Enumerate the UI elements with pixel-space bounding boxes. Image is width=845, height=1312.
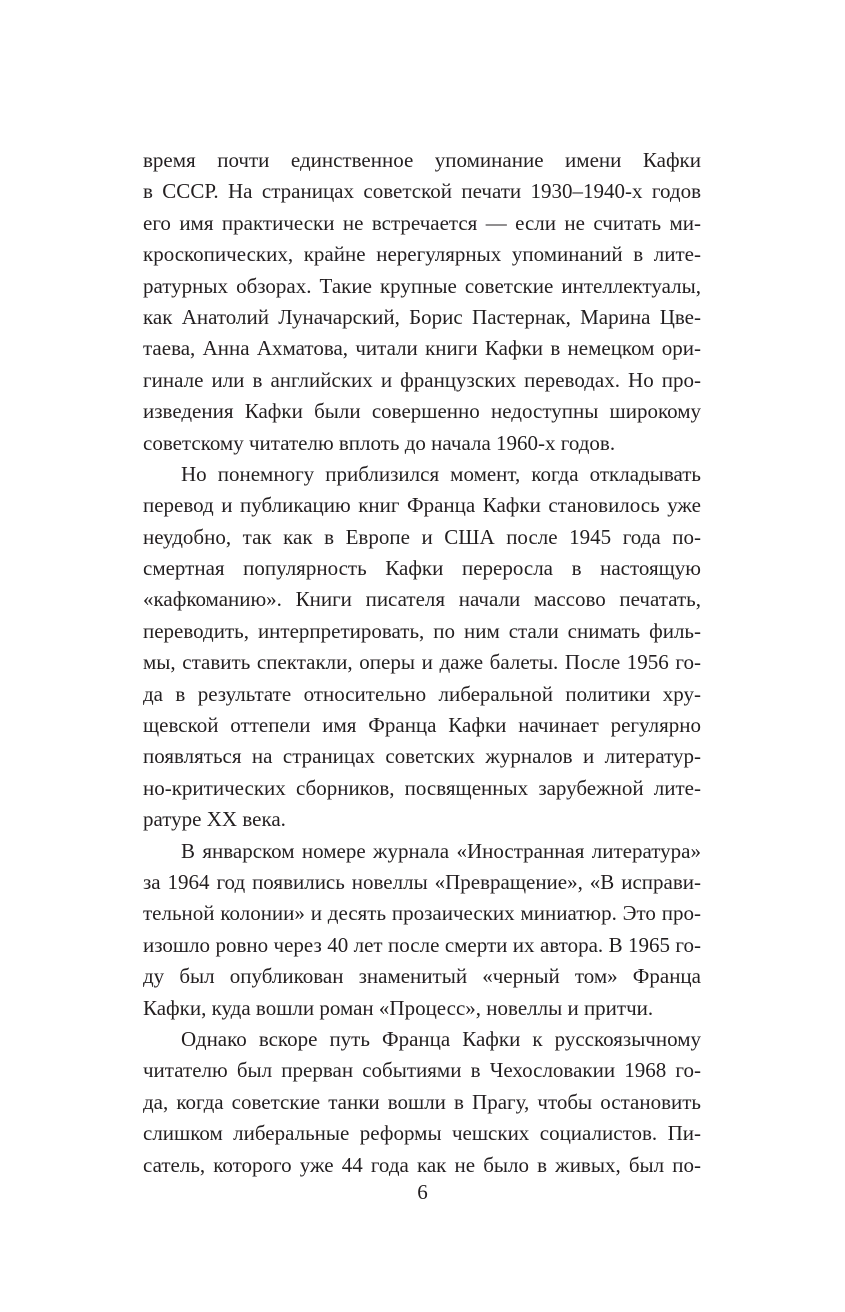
text-line: Однако вскоре путь Франца Кафки к русскоязычному — [181, 1026, 701, 1051]
text-line: изошло ровно через 40 лет после смерти их автора. В 1965 го- — [143, 932, 701, 957]
body-text — [143, 145, 701, 1181]
text-line: щевской оттепели имя Франца Кафки начинает регулярно — [143, 713, 701, 738]
text-line: слишком либеральные реформы чешских социалистов. Пи- — [143, 1121, 701, 1146]
text-line: в СССР. На страницах советской печати 1930–1940-х годов — [143, 179, 701, 204]
text-line: читателю был прерван событиями в Чехословакии 1968 го- — [143, 1058, 701, 1083]
text-line: изведения Кафки были совершенно недоступны широкому — [143, 399, 701, 424]
text-line: но-критических сборников, посвященных зарубежной лите- — [143, 775, 701, 800]
paragraph — [143, 145, 701, 459]
text-line: смертная популярность Кафки переросла в настоящую — [143, 556, 701, 581]
text-line: ратурных обзорах. Такие крупные советские интеллектуалы, — [143, 273, 701, 298]
text-line: таева, Анна Ахматова, читали книги Кафки в немецком ори- — [143, 336, 701, 361]
paragraph — [143, 1024, 701, 1181]
text-line: Кафки, куда вошли роман «Процесс», новеллы и притчи. — [143, 995, 654, 1020]
page-number: 6 — [417, 1180, 428, 1204]
text-line: В январском номере журнала «Иностранная литература» — [181, 838, 701, 863]
text-line: за 1964 год появились новеллы «Превращение», «В исправи- — [143, 869, 701, 894]
text-line: появляться на страницах советских журналов и литератур- — [143, 744, 701, 769]
paragraph — [143, 459, 701, 836]
text-line: кроскопических, крайне нерегулярных упоминаний в лите- — [143, 242, 701, 267]
text-line: неудобно, так как в Европе и США после 1945 года по- — [143, 524, 701, 549]
text-line: гинале или в английских и французских переводах. Но про- — [143, 367, 701, 392]
text-line: ратуре XX века. — [143, 807, 286, 832]
paragraph — [143, 836, 701, 1024]
text-line: да в результате относительно либеральной политики хру- — [143, 681, 701, 706]
text-line: его имя практически не встречается — если не считать ми- — [143, 210, 701, 235]
text-line: да, когда советские танки вошли в Прагу, чтобы остановить — [143, 1089, 701, 1114]
text-line: время почти единственное упоминание имени Кафки — [143, 148, 701, 172]
text-line: перевод и публикацию книг Франца Кафки становилось уже — [143, 493, 701, 518]
text-line: советскому читателю вплоть до начала 1960-х годов. — [143, 430, 616, 455]
text-line: мы, ставить спектакли, оперы и даже балеты. После 1956 го- — [143, 650, 701, 675]
text-line: переводить, интерпретировать, по ним стали снимать филь- — [143, 618, 701, 643]
text-line: тельной колонии» и десять прозаических миниатюр. Это про- — [143, 901, 701, 926]
text-line: Но понемногу приблизился момент, когда откладывать — [181, 461, 701, 486]
text-line: ду был опубликован знаменитый «черный том» Франца — [143, 964, 701, 989]
text-line: «кафкоманию». Книги писателя начали массово печатать, — [143, 587, 701, 612]
text-line: сатель, которого уже 44 года как не было в живых, был по- — [143, 1152, 701, 1177]
text-line: как Анатолий Луначарский, Борис Пастернак, Марина Цве- — [143, 304, 701, 329]
